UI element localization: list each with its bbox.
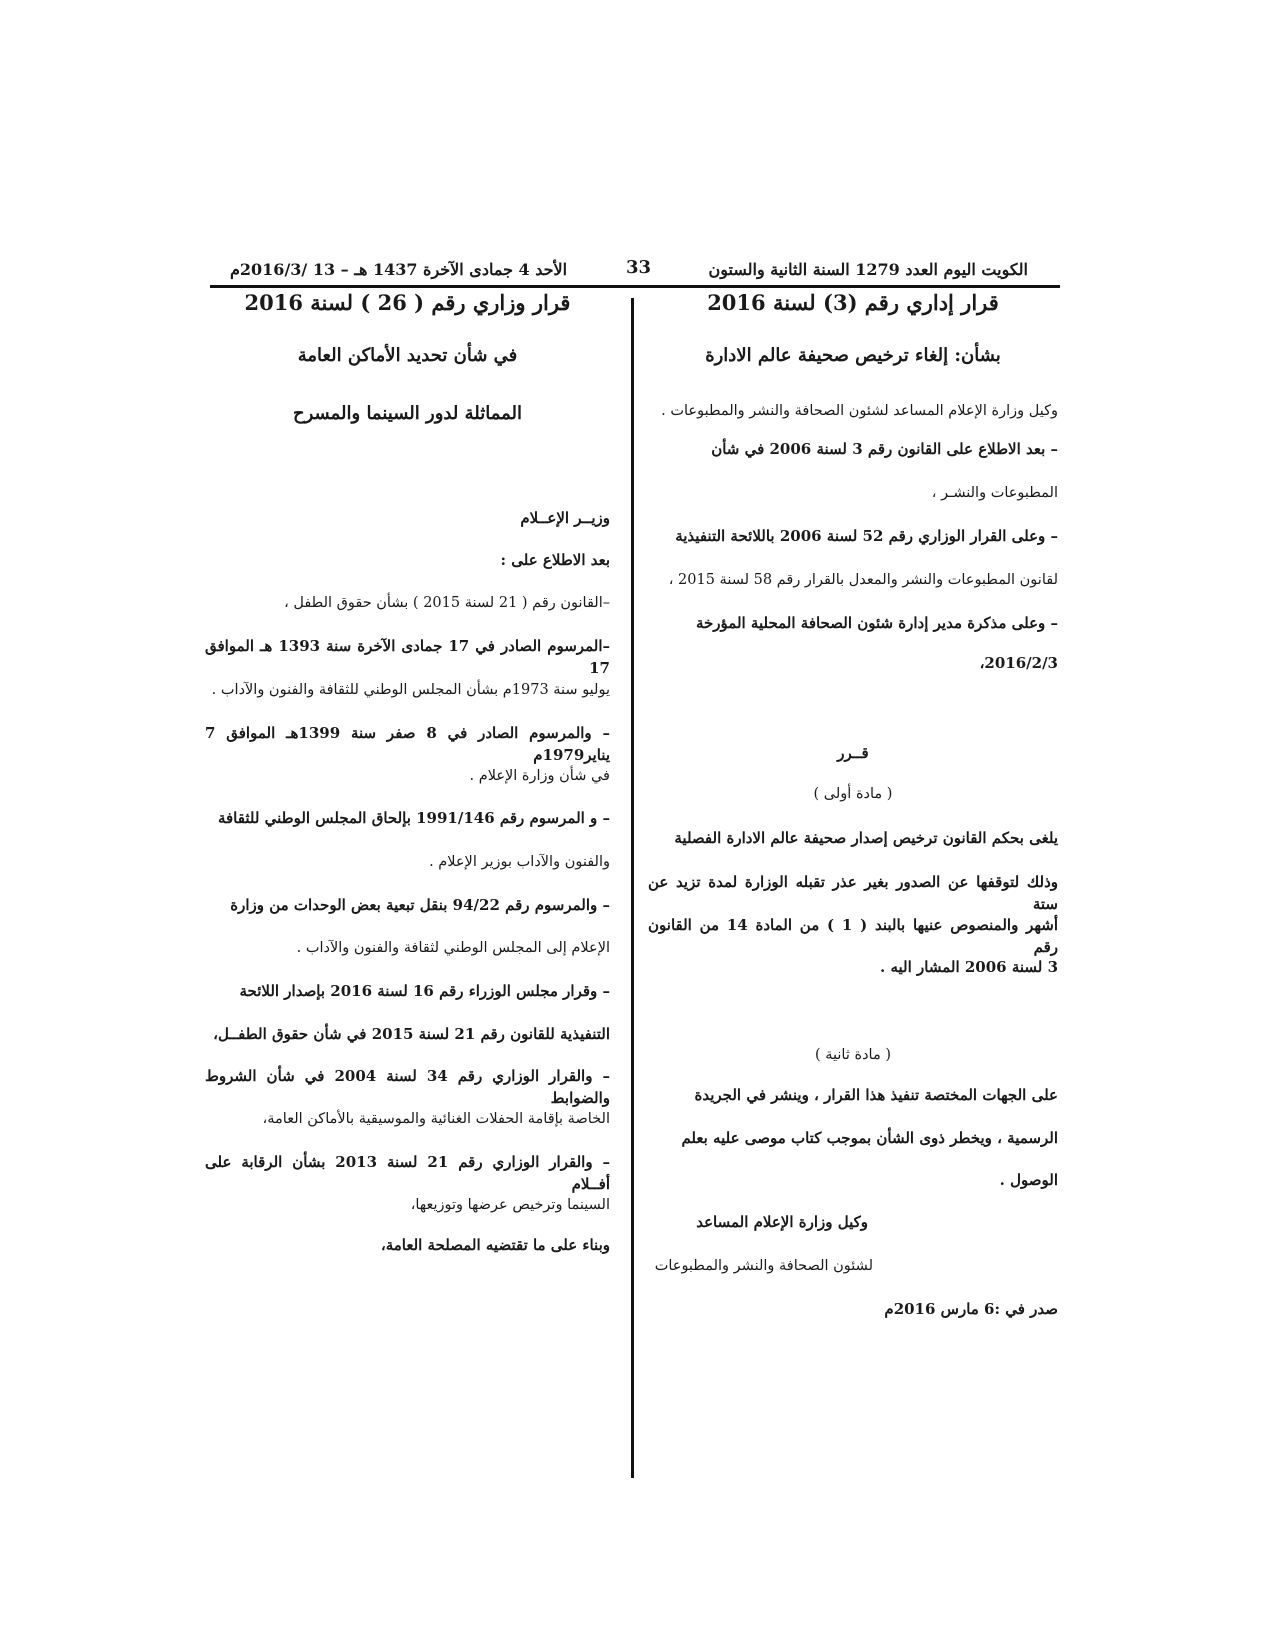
- left-item-5b: الإعلام إلى المجلس الوطني لثقافة والفنون والآداب .: [296, 940, 610, 956]
- left-item-7a: – والقرار الوزاري رقم 34 لسنة 2004 في شأن الشروط والضوابط: [205, 1067, 610, 1107]
- right-recital-3a: – وعلى مذكرة مدير إدارة شئون الصحافة المحلية المؤرخة: [695, 614, 1058, 632]
- right-article1-heading: ( مادة أولى ): [813, 786, 893, 802]
- header-publication: الكويت اليوم العدد 1279 السنة الثانية والستون: [708, 260, 1028, 279]
- left-item-9: وبناء على ما تقتضيه المصلحة العامة،: [380, 1236, 610, 1254]
- left-item-8b: السينما وترخيص عرضها وتوزيعها،: [410, 1197, 610, 1213]
- left-item-3a: – والمرسوم الصادر في 8 صفر سنة 1399هـ الموافق 7 يناير1979م: [205, 724, 610, 764]
- right-recital-2b: لقانون المطبوعات والنشر والمعدل بالقرار رقم 58 لسنة 2015 ،: [668, 572, 1058, 588]
- column-divider: [631, 298, 634, 1478]
- right-signatory-title: وكيل وزارة الإعلام المساعد: [696, 1213, 868, 1231]
- left-item-5a: – والمرسوم رقم 94/22 بنقل تبعية بعض الوحدات من وزارة: [230, 896, 610, 914]
- left-item-6b: التنفيذية للقانون رقم 21 لسنة 2015 في شأن حقوق الطفــل،: [213, 1025, 610, 1043]
- right-decided: قــرر: [837, 744, 869, 762]
- right-article2-line3: الوصول .: [999, 1171, 1058, 1189]
- right-issued-date: صدر في :6 مارس 2016م: [884, 1300, 1058, 1318]
- left-item-8a: – والقرار الوزاري رقم 21 لسنة 2013 بشأن الرقابة على أفــلام: [205, 1153, 610, 1193]
- left-decision-subject-2: المماثلة لدور السينما والمسرح: [292, 403, 522, 424]
- right-article1-line2: وذلك لتوقفها عن الصدور بغير عذر تقبله الوزارة لمدة تزيد عن ستة: [648, 873, 1058, 913]
- left-item-7b: الخاصة بإقامة الحفلات الغنائية والموسيقية بالأماكن العامة،: [262, 1111, 610, 1127]
- right-decision-subject: بشأن: إلغاء ترخيص صحيفة عالم الادارة: [705, 345, 1001, 366]
- right-article1-line3: أشهر والمنصوص عنيها بالبند ( 1 ) من المادة 14 من القانون رقم: [648, 916, 1059, 956]
- right-recital-3b: 2016/2/3،: [979, 654, 1058, 672]
- left-item-2a: –المرسوم الصادر في 17 جمادى الآخرة سنة 1393 هـ الموافق 17: [205, 637, 610, 677]
- left-item-6a: – وقرار مجلس الوزراء رقم 16 لسنة 2016 بإصدار اللائحة: [239, 982, 610, 1000]
- left-item-1: –القانون رقم ( 21 لسنة 2015 ) بشأن حقوق الطفل ،: [284, 595, 610, 611]
- right-article2-heading: ( مادة ثانية ): [814, 1047, 892, 1063]
- left-item-4b: والفنون والآداب بوزير الإعلام .: [429, 854, 610, 870]
- left-item-4a: – و المرسوم رقم 1991/146 بإلحاق المجلس الوطني للثقافة: [217, 809, 610, 827]
- right-article1-line1: يلغى بحكم القانون ترخيص إصدار صحيفة عالم الادارة الفصلية: [674, 829, 1058, 847]
- right-authority: وكيل وزارة الإعلام المساعد لشئون الصحافة والنشر والمطبوعات .: [661, 403, 1058, 419]
- right-signatory-office: لشئون الصحافة والنشر والمطبوعات: [654, 1258, 873, 1274]
- right-article1-line4: 3 لسنة 2006 المشار اليه .: [880, 958, 1058, 976]
- left-decision-subject-1: في شأن تحديد الأماكن العامة: [297, 345, 518, 366]
- right-recital-1b: المطبوعات والنشـر ،: [931, 485, 1058, 501]
- right-article2-line1: على الجهات المختصة تنفيذ هذا القرار ، وينشر في الجريدة: [694, 1086, 1058, 1104]
- header-date: الأحد 4 جمادى الآخرة 1437 هـ – 13 /2016/3م: [230, 260, 568, 279]
- page-header: [210, 256, 1060, 284]
- right-article2-line2: الرسمية ، ويخطر ذوى الشأن بموجب كتاب موصى عليه بعلم: [681, 1129, 1058, 1147]
- page-number: 33: [626, 257, 652, 278]
- left-minister: وزيــر الإعــلام: [520, 509, 610, 527]
- left-item-3b: في شأن وزارة الإعلام .: [469, 768, 610, 784]
- left-item-2b: يوليو سنة 1973م بشأن المجلس الوطني للثقافة والفنون والآداب .: [211, 682, 610, 698]
- left-after-review: بعد الاطلاع على :: [500, 551, 610, 569]
- right-recital-2a: – وعلى القرار الوزاري رقم 52 لسنة 2006 باللائحة التنفيذية: [675, 527, 1058, 545]
- right-recital-1a: – بعد الاطلاع على القانون رقم 3 لسنة 2006 في شأن: [711, 440, 1058, 458]
- left-decision-title: قرار وزاري رقم ( 26 ) لسنة 2016: [244, 290, 571, 315]
- right-decision-title: قرار إداري رقم (3) لسنة 2016: [707, 290, 999, 315]
